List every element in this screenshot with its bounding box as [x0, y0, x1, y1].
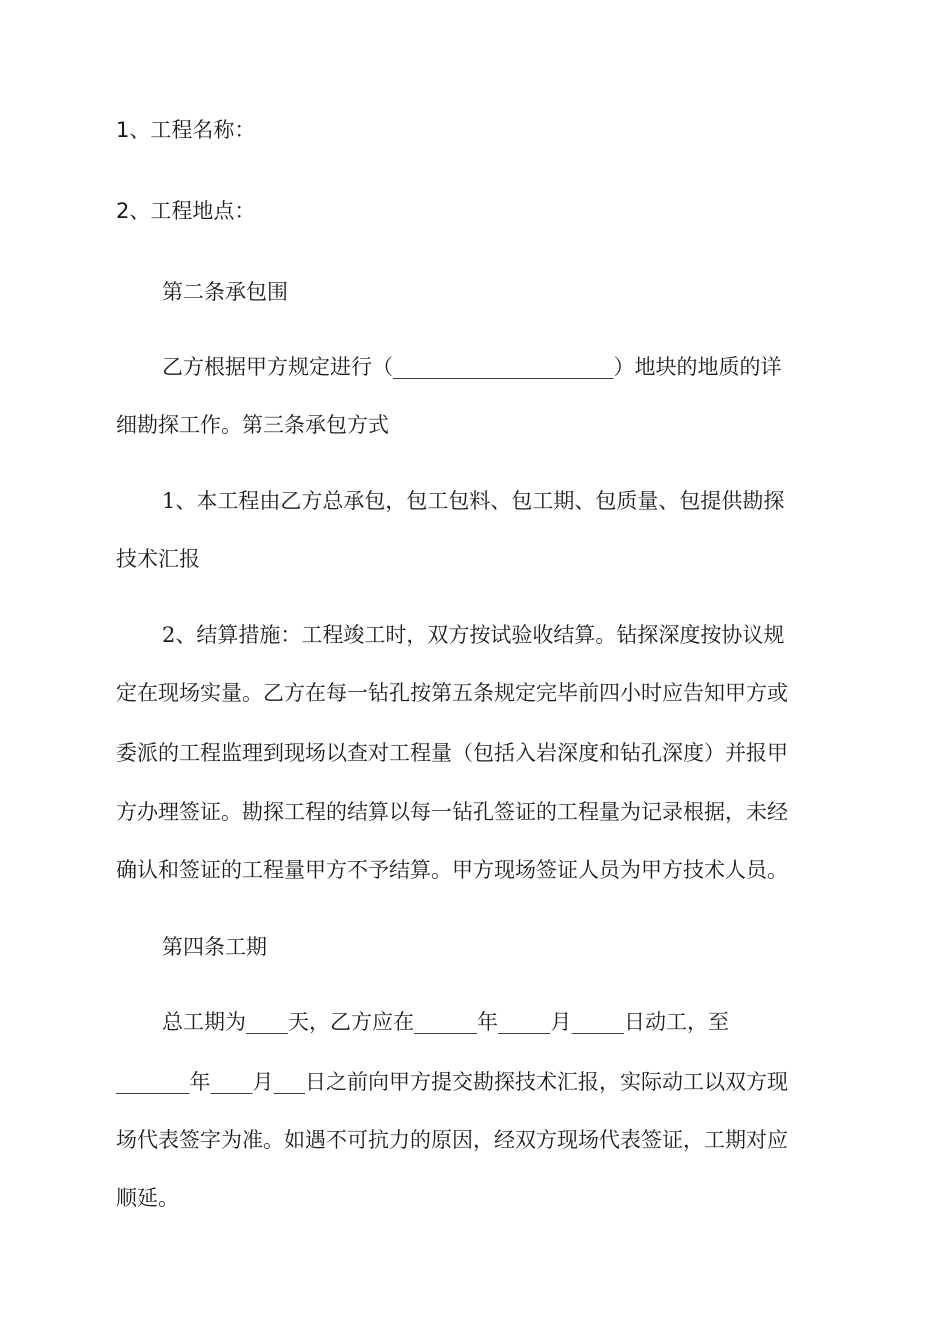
article-4-heading: 第四条工期	[162, 935, 267, 959]
article-2-line-2: 细勘探工作。第三条承包方式	[116, 413, 389, 437]
item-project-name: 1、工程名称：	[116, 118, 256, 142]
item-project-location: 2、工程地点：	[116, 199, 256, 223]
article-2-line-1: 乙方根据甲方规定进行（_____________________）地块的地质的详	[162, 355, 782, 379]
article-4-line-1: 总工期为____天，乙方应在______年_____月_____日动工，至	[162, 1010, 729, 1034]
article-3-point-2-line-3: 委派的工程监理到现场以查对工程量（包括入岩深度和钻孔深度）并报甲	[116, 741, 788, 765]
article-4-line-2: _______年____月___日之前向甲方提交勘探技术汇报，实际动工以双方现	[116, 1070, 788, 1094]
article-3-point-2-line-4: 方办理签证。勘探工程的结算以每一钻孔签证的工程量为记录根据，未经	[116, 800, 788, 824]
article-3-point-1-line-2: 技术汇报	[116, 547, 200, 571]
article-3-point-1-line-1: 1、本工程由乙方总承包，包工包料、包工期、包质量、包提供勘探	[162, 489, 785, 513]
article-2-heading: 第二条承包围	[162, 280, 288, 304]
article-3-point-2-line-2: 定在现场实量。乙方在每一钻孔按第五条规定完毕前四小时应告知甲方或	[116, 681, 788, 705]
article-3-point-2-line-1: 2、结算措施：工程竣工时，双方按试验收结算。钻探深度按协议规	[162, 623, 785, 647]
article-4-line-4: 顺延。	[116, 1186, 179, 1210]
article-3-point-2-line-5: 确认和签证的工程量甲方不予结算。甲方现场签证人员为甲方技术人员。	[116, 858, 788, 882]
article-4-line-3: 场代表签字为准。如遇不可抗力的原因，经双方现场代表签证，工期对应	[116, 1128, 788, 1152]
